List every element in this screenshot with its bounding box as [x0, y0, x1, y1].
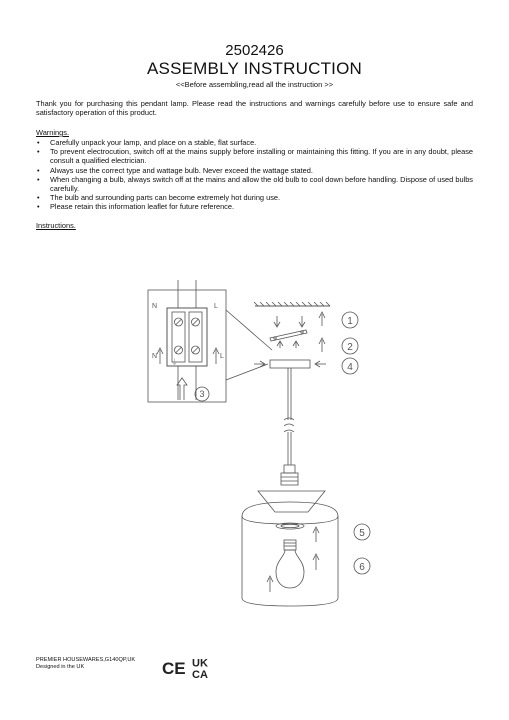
step-marker: [342, 312, 358, 328]
warning-item: • When changing a bulb, always switch off at the mains and allow the old bulb to cool down before handling. Dispose of used bulbs carefully.: [36, 175, 473, 193]
step-marker: [342, 338, 358, 354]
terminal-label-l: L: [214, 303, 218, 310]
ce-mark: CE: [162, 659, 186, 678]
page-subtitle: <<Before assembling,read all the instruction >>: [175, 80, 334, 89]
terminal-label-l: L: [220, 353, 224, 360]
footer-company: PREMIER HOUSEWARES,G140QP,UK: [36, 657, 136, 663]
warnings-heading: Warnings.: [36, 128, 69, 137]
ukca-mark-top: UK: [192, 657, 208, 670]
warning-item: • The bulb and surrounding parts can become extremely hot during use.: [36, 193, 473, 202]
svg-text:5: 5: [359, 528, 365, 539]
terminal-block: [157, 280, 219, 400]
ceiling: [254, 302, 330, 306]
step-marker: [342, 358, 358, 374]
page-title: ASSEMBLY INSTRUCTION: [147, 59, 362, 78]
canopy: [270, 360, 310, 368]
svg-text:6: 6: [359, 562, 365, 573]
mounting-bracket: [270, 316, 307, 348]
svg-text:1: 1: [347, 316, 353, 327]
warning-item: • Please retain this information leaflet for future reference.: [36, 202, 473, 211]
product-code: 2502426: [225, 42, 284, 59]
lamp-holder: [281, 465, 298, 485]
inner-cone-shade: [258, 491, 325, 512]
terminal-label-n: N: [152, 353, 158, 360]
instructions-heading: Instructions.: [36, 221, 76, 230]
ukca-mark-bottom: CA: [192, 669, 208, 681]
svg-text:4: 4: [347, 362, 353, 373]
footer-designed: Designed in the UK: [36, 664, 85, 670]
assembly-arrows: [254, 312, 326, 367]
warnings-list: [36, 138, 473, 212]
intro-paragraph: Thank you for purchasing this pendant lamp. Please read the instructions and warnings carefully before use to ensure safe and satisfactory operation of this product.: [36, 99, 473, 118]
warning-item: • Carefully unpack your lamp, and place on a stable, flat surface.: [36, 138, 473, 147]
warning-item: • To prevent electrocution, switch off at the mains supply before installing or maintaining this fitting. If you are in any doubt, please consult a qualified electrician.: [36, 147, 473, 165]
cylinder-shade: [242, 502, 338, 606]
svg-text:3: 3: [199, 389, 205, 399]
earth-symbol: ⏚: [171, 359, 178, 366]
bulb: [276, 540, 304, 588]
step-marker: [195, 387, 209, 401]
warning-item: • Always use the correct type and wattage bulb. Never exceed the wattage stated.: [36, 166, 473, 175]
assembly-arrows: [267, 527, 319, 592]
svg-text:2: 2: [347, 342, 353, 353]
terminal-label-n: N: [152, 303, 158, 310]
step-marker: [354, 558, 370, 574]
assembly-diagram: [130, 280, 390, 620]
suspension-cable: [284, 368, 294, 465]
step-marker: [354, 524, 370, 540]
certification-marks: [162, 655, 220, 681]
callout-line: [226, 310, 272, 350]
